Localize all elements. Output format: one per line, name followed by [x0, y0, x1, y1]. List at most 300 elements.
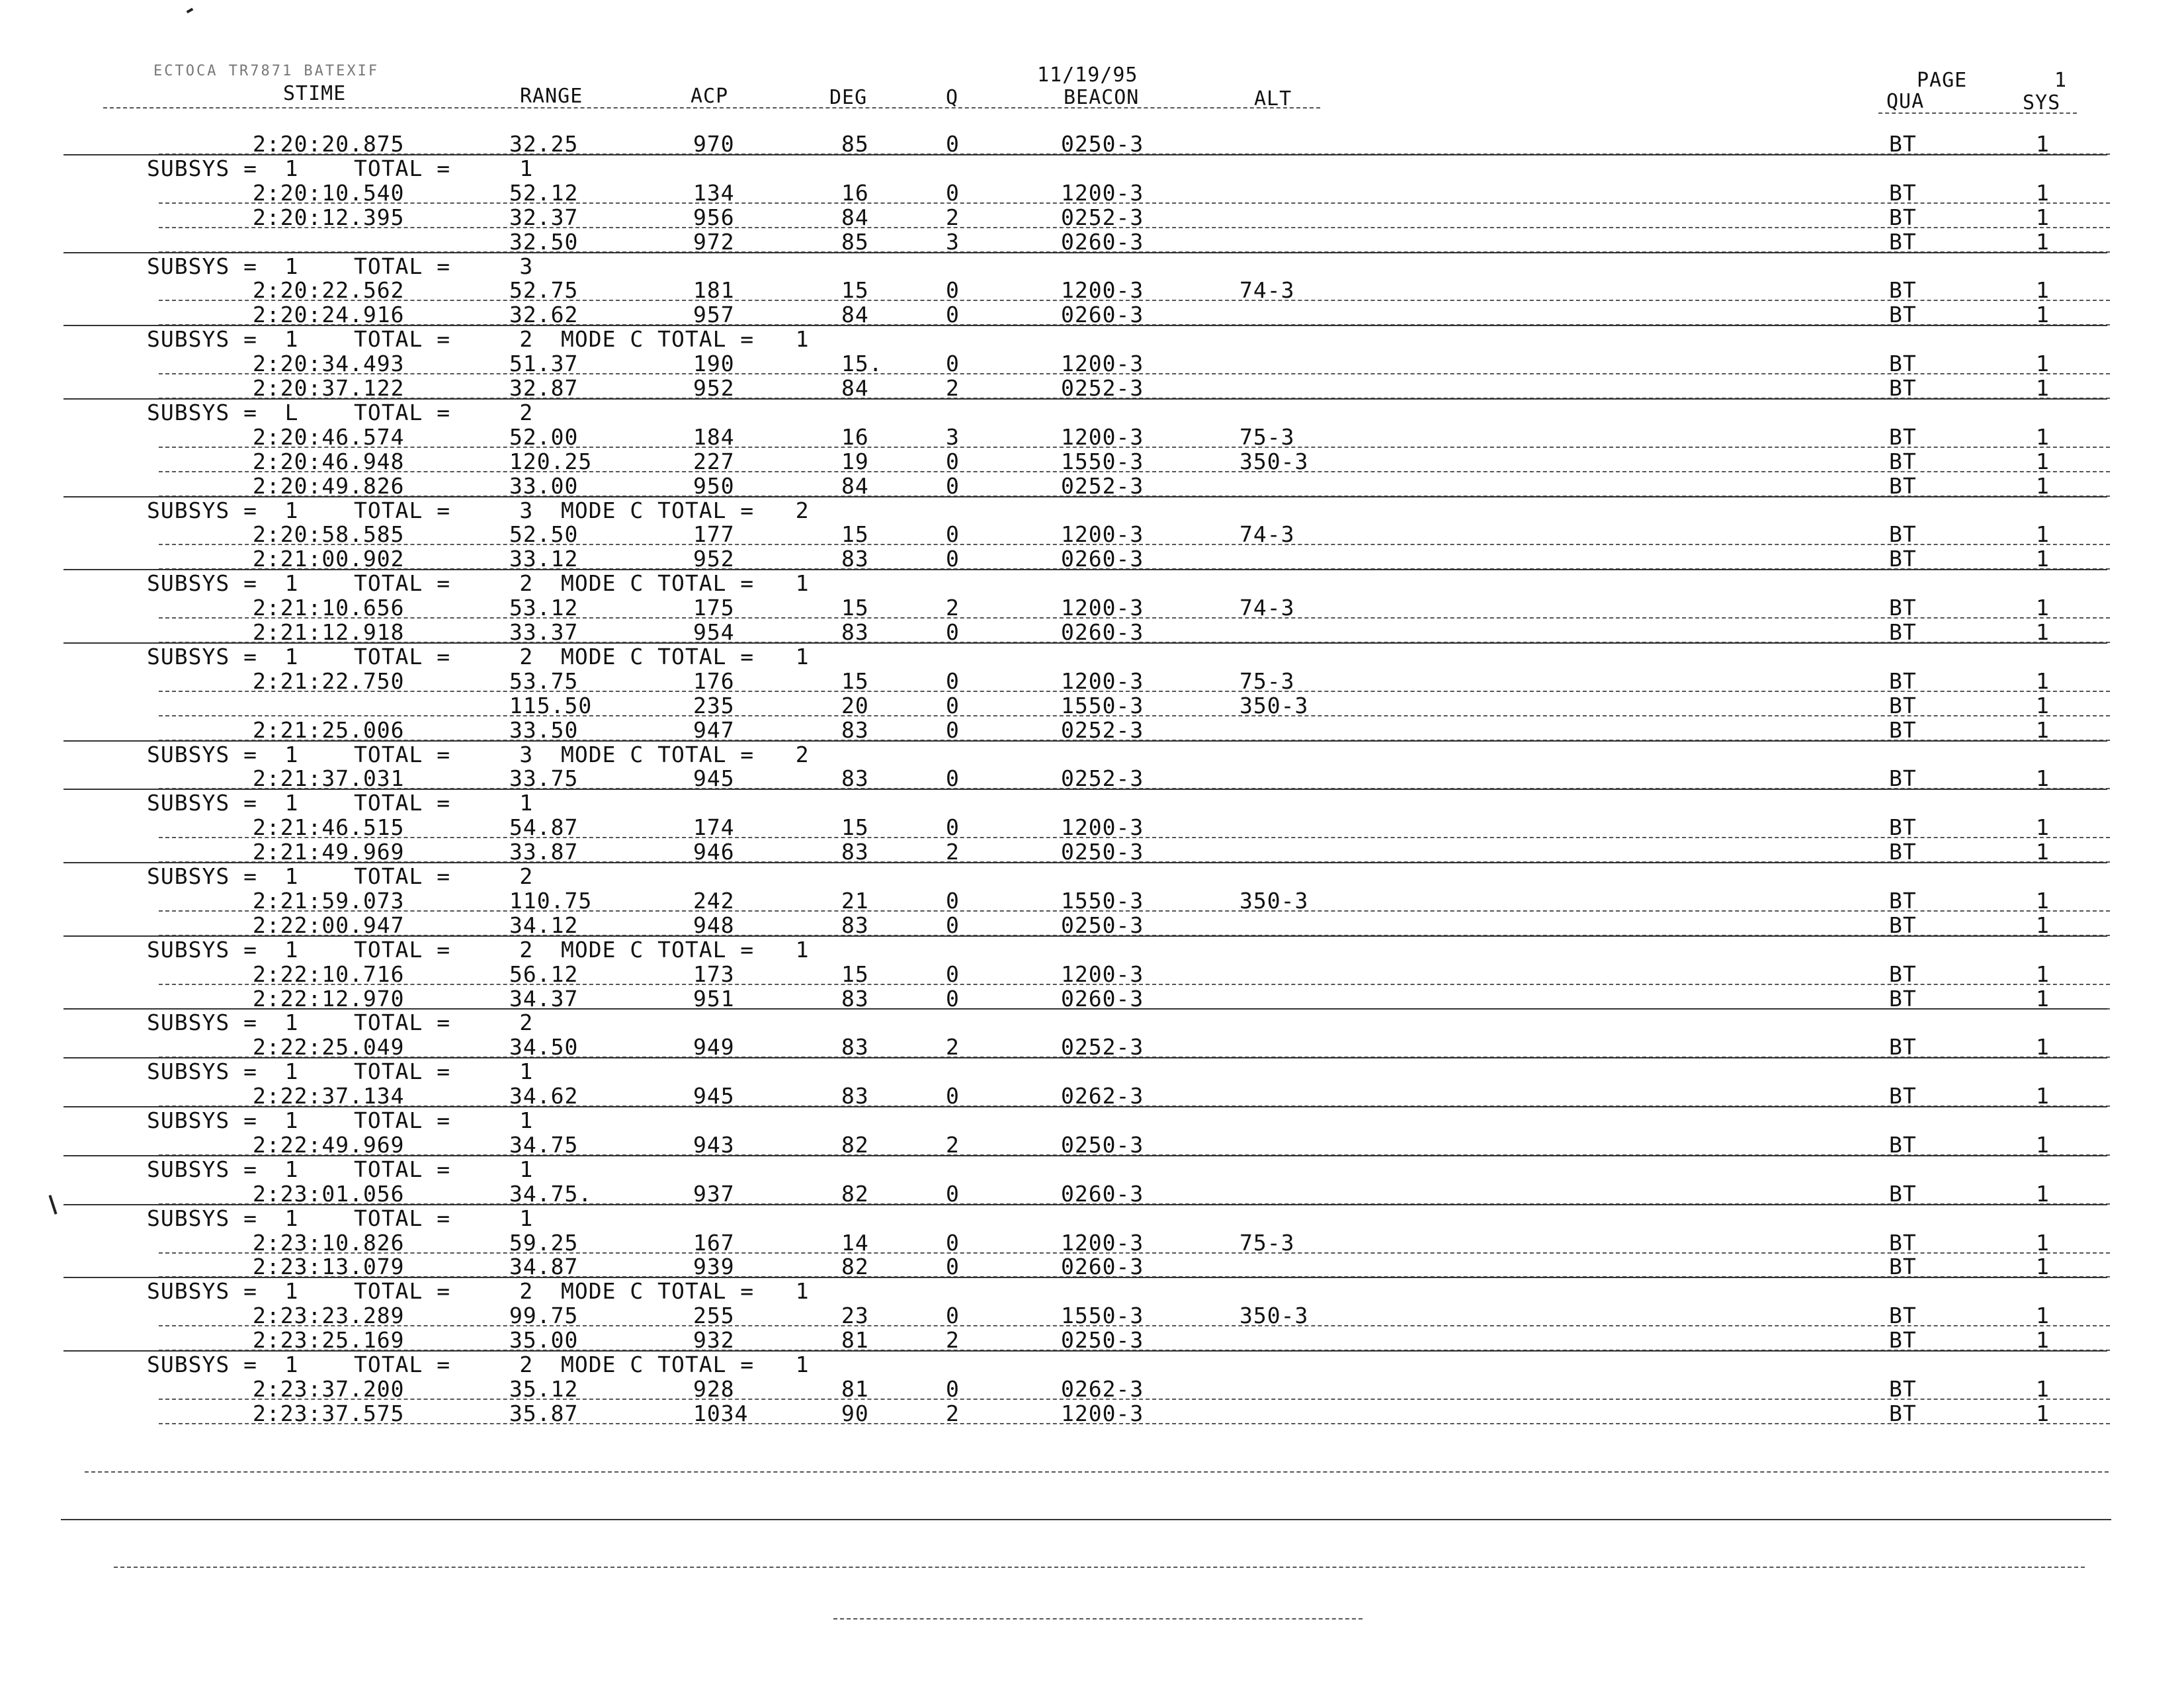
cell-stime: 2:22:10.716 [253, 961, 405, 987]
cell-range: 33.75 [509, 765, 579, 791]
cell-qua: BT [1889, 277, 1917, 303]
cell-deg: 90 [841, 1401, 869, 1426]
subsys-summary-text: SUBSYS = 1 TOTAL = 2 MODE C TOTAL = 1 [147, 1352, 810, 1377]
subsys-summary-text: SUBSYS = 1 TOTAL = 3 MODE C TOTAL = 2 [147, 497, 810, 523]
cell-deg: 15 [841, 277, 869, 303]
row-underline [159, 837, 2110, 838]
cell-q: 2 [946, 204, 960, 230]
cell-range: 51.37 [509, 351, 579, 376]
cell-deg: 83 [841, 546, 869, 572]
cell-q: 0 [946, 1083, 960, 1109]
cell-stime: 2:20:22.562 [253, 277, 405, 303]
cell-range: 110.75 [509, 888, 593, 914]
cell-sys: 1 [2036, 1401, 2050, 1426]
cell-q: 0 [946, 912, 960, 938]
cell-sys: 1 [2036, 961, 2050, 987]
row-rule [63, 325, 2107, 326]
cell-sys: 1 [2036, 668, 2050, 694]
row-underline [159, 910, 2110, 912]
cell-qua: BT [1889, 449, 1917, 474]
row-underline [159, 227, 2110, 228]
cell-deg: 83 [841, 765, 869, 791]
row-rule [63, 154, 2107, 155]
cell-range: 32.87 [509, 375, 579, 401]
faint-header-label: ECTOCA TR7871 BATEXIF [153, 63, 380, 79]
cell-q: 0 [946, 473, 960, 499]
cell-q: 0 [946, 521, 960, 547]
col-header-alt: ALT [1254, 87, 1292, 110]
cell-qua: BT [1889, 1376, 1917, 1402]
cell-alt: 75-3 [1239, 1230, 1295, 1256]
cell-qua: BT [1889, 1230, 1917, 1256]
cell-range: 32.62 [509, 302, 579, 327]
cell-acp: 947 [693, 717, 735, 743]
cell-beacon: 1200-3 [1061, 961, 1144, 987]
cell-acp: 181 [693, 277, 735, 303]
cell-stime: 2:21:22.750 [253, 668, 405, 694]
cell-stime: 2:22:00.947 [253, 912, 405, 938]
cell-qua: BT [1889, 302, 1917, 327]
row-rule [63, 1106, 2107, 1107]
cell-q: 0 [946, 765, 960, 791]
row-rule [63, 1204, 2107, 1205]
col-header-q: Q [946, 86, 959, 109]
header-underline [103, 107, 1320, 108]
cell-q: 2 [946, 1401, 960, 1426]
cell-deg: 83 [841, 717, 869, 743]
cell-acp: 950 [693, 473, 735, 499]
cell-acp: 255 [693, 1303, 735, 1328]
cell-stime: 2:20:46.948 [253, 449, 405, 474]
cell-beacon: 1200-3 [1061, 1401, 1144, 1426]
cell-q: 0 [946, 1181, 960, 1207]
row-rule [63, 1008, 2107, 1010]
cell-beacon: 0260-3 [1061, 302, 1144, 327]
cell-range: 34.75 [509, 1132, 579, 1158]
row-rule [63, 252, 2107, 253]
cell-acp: 949 [693, 1034, 735, 1060]
cell-deg: 21 [841, 888, 869, 914]
row-underline [159, 691, 2110, 692]
row-underline [159, 1399, 2110, 1400]
cell-deg: 15. [841, 351, 883, 376]
cell-q: 0 [946, 619, 960, 645]
cell-range: 33.12 [509, 546, 579, 572]
cell-range: 115.50 [509, 693, 593, 718]
cell-q: 0 [946, 1230, 960, 1256]
cell-qua: BT [1889, 765, 1917, 791]
cell-deg: 82 [841, 1181, 869, 1207]
cell-stime: 2:20:46.574 [253, 424, 405, 450]
cell-qua: BT [1889, 839, 1917, 865]
cell-beacon: 1200-3 [1061, 521, 1144, 547]
cell-qua: BT [1889, 229, 1917, 255]
cell-range: 59.25 [509, 1230, 579, 1256]
cell-beacon: 1200-3 [1061, 1230, 1144, 1256]
cell-q: 3 [946, 424, 960, 450]
cell-acp: 134 [693, 180, 735, 206]
cell-acp: 177 [693, 521, 735, 547]
cell-deg: 84 [841, 473, 869, 499]
subsys-summary-text: SUBSYS = 1 TOTAL = 1 [147, 1156, 534, 1182]
cell-range: 52.12 [509, 180, 579, 206]
cell-qua: BT [1889, 375, 1917, 401]
subsys-summary-text: SUBSYS = 1 TOTAL = 2 [147, 1010, 534, 1035]
row-underline [159, 544, 2110, 545]
cell-sys: 1 [2036, 1376, 2050, 1402]
cell-stime: 2:20:49.826 [253, 473, 405, 499]
cell-qua: BT [1889, 1401, 1917, 1426]
col-header-sys: SYS [2023, 91, 2061, 114]
cell-sys: 1 [2036, 375, 2050, 401]
subsys-summary-text: SUBSYS = L TOTAL = 2 [147, 400, 534, 425]
cell-sys: 1 [2036, 1132, 2050, 1158]
cell-qua: BT [1889, 814, 1917, 840]
cell-qua: BT [1889, 424, 1917, 450]
cell-beacon: 0250-3 [1061, 1327, 1144, 1353]
cell-deg: 83 [841, 619, 869, 645]
cell-acp: 227 [693, 449, 735, 474]
cell-range: 35.12 [509, 1376, 579, 1402]
subsys-summary-text: SUBSYS = 1 TOTAL = 1 [147, 1107, 534, 1133]
cell-deg: 85 [841, 229, 869, 255]
cell-deg: 16 [841, 180, 869, 206]
cell-range: 52.50 [509, 521, 579, 547]
cell-beacon: 0250-3 [1061, 912, 1144, 938]
cell-deg: 84 [841, 375, 869, 401]
cell-stime: 2:21:37.031 [253, 765, 405, 791]
cell-alt: 350-3 [1239, 693, 1309, 718]
cell-deg: 85 [841, 131, 869, 157]
row-rule [63, 935, 2107, 937]
cell-alt: 74-3 [1239, 277, 1295, 303]
cell-q: 0 [946, 1254, 960, 1279]
cell-range: 120.25 [509, 449, 593, 474]
cell-stime: 2:23:10.826 [253, 1230, 405, 1256]
cell-qua: BT [1889, 1083, 1917, 1109]
cell-q: 0 [946, 693, 960, 718]
cell-deg: 15 [841, 961, 869, 987]
cell-deg: 81 [841, 1327, 869, 1353]
cell-range: 32.50 [509, 229, 579, 255]
cell-qua: BT [1889, 546, 1917, 572]
cell-stime: 2:20:10.540 [253, 180, 405, 206]
cell-range: 35.87 [509, 1401, 579, 1426]
subsys-summary-text: SUBSYS = 1 TOTAL = 1 [147, 1058, 534, 1084]
cell-alt: 350-3 [1239, 449, 1309, 474]
row-rule [63, 740, 2107, 742]
cell-deg: 15 [841, 814, 869, 840]
cell-q: 0 [946, 351, 960, 376]
cell-beacon: 0260-3 [1061, 1181, 1144, 1207]
cell-stime: 2:23:23.289 [253, 1303, 405, 1328]
cell-beacon: 0252-3 [1061, 204, 1144, 230]
cell-q: 2 [946, 375, 960, 401]
cell-qua: BT [1889, 1327, 1917, 1353]
cell-acp: 970 [693, 131, 735, 157]
cell-sys: 1 [2036, 839, 2050, 865]
stray-mark [48, 1195, 57, 1215]
cell-stime: 2:23:37.200 [253, 1376, 405, 1402]
cell-acp: 957 [693, 302, 735, 327]
cell-deg: 19 [841, 449, 869, 474]
cell-qua: BT [1889, 717, 1917, 743]
cell-qua: BT [1889, 888, 1917, 914]
page-number: 1 [2054, 69, 2068, 92]
col-header-qua: QUA [1886, 90, 1925, 113]
cell-stime: 2:20:34.493 [253, 351, 405, 376]
cell-beacon: 1550-3 [1061, 1303, 1144, 1328]
cell-stime: 2:21:00.902 [253, 546, 405, 572]
cell-q: 2 [946, 595, 960, 621]
cell-range: 33.87 [509, 839, 579, 865]
cell-qua: BT [1889, 1303, 1917, 1328]
footer-rule-2 [61, 1519, 2111, 1520]
cell-alt: 350-3 [1239, 888, 1309, 914]
cell-qua: BT [1889, 204, 1917, 230]
cell-sys: 1 [2036, 180, 2050, 206]
cell-qua: BT [1889, 1181, 1917, 1207]
cell-range: 33.37 [509, 619, 579, 645]
cell-acp: 945 [693, 765, 735, 791]
cell-acp: 928 [693, 1376, 735, 1402]
cell-alt: 75-3 [1239, 668, 1295, 694]
cell-range: 34.50 [509, 1034, 579, 1060]
row-underline [159, 715, 2110, 716]
footer-rule-1 [85, 1471, 2109, 1473]
page-label: PAGE [1917, 69, 1968, 92]
cell-deg: 83 [841, 1034, 869, 1060]
report-date: 11/19/95 [1037, 64, 1138, 87]
cell-q: 2 [946, 1132, 960, 1158]
cell-deg: 15 [841, 595, 869, 621]
cell-qua: BT [1889, 986, 1917, 1012]
cell-q: 0 [946, 449, 960, 474]
row-rule [63, 1057, 2107, 1058]
cell-sys: 1 [2036, 1254, 2050, 1279]
cell-acp: 943 [693, 1132, 735, 1158]
cell-acp: 945 [693, 1083, 735, 1109]
row-rule [63, 569, 2107, 570]
cell-beacon: 0260-3 [1061, 1254, 1144, 1279]
cell-alt: 350-3 [1239, 1303, 1309, 1328]
cell-qua: BT [1889, 595, 1917, 621]
cell-beacon: 1550-3 [1061, 449, 1144, 474]
cell-deg: 83 [841, 839, 869, 865]
cell-beacon: 1550-3 [1061, 693, 1144, 718]
cell-acp: 954 [693, 619, 735, 645]
cell-deg: 84 [841, 204, 869, 230]
cell-range: 34.12 [509, 912, 579, 938]
cell-deg: 23 [841, 1303, 869, 1328]
cell-stime: 2:21:49.969 [253, 839, 405, 865]
row-underline [159, 1423, 2110, 1424]
row-rule [63, 862, 2107, 863]
cell-acp: 939 [693, 1254, 735, 1279]
cell-sys: 1 [2036, 814, 2050, 840]
cell-q: 0 [946, 277, 960, 303]
cell-acp: 175 [693, 595, 735, 621]
cell-q: 2 [946, 839, 960, 865]
cell-alt: 74-3 [1239, 521, 1295, 547]
cell-sys: 1 [2036, 424, 2050, 450]
cell-q: 0 [946, 814, 960, 840]
row-underline [159, 300, 2110, 301]
row-underline [159, 471, 2110, 472]
cell-range: 34.87 [509, 1254, 579, 1279]
cell-deg: 15 [841, 668, 869, 694]
cell-qua: BT [1889, 473, 1917, 499]
subsys-summary-text: SUBSYS = 1 TOTAL = 3 MODE C TOTAL = 2 [147, 742, 810, 767]
cell-stime: 2:22:49.969 [253, 1132, 405, 1158]
subsys-summary-text: SUBSYS = 1 TOTAL = 1 [147, 155, 534, 181]
row-rule [63, 1155, 2107, 1156]
cell-qua: BT [1889, 131, 1917, 157]
cell-acp: 174 [693, 814, 735, 840]
row-rule [63, 1350, 2107, 1352]
cell-q: 3 [946, 229, 960, 255]
row-underline [159, 1325, 2110, 1326]
cell-sys: 1 [2036, 546, 2050, 572]
row-rule [63, 789, 2107, 790]
cell-stime: 2:20:58.585 [253, 521, 405, 547]
cell-acp: 951 [693, 986, 735, 1012]
cell-deg: 84 [841, 302, 869, 327]
cell-sys: 1 [2036, 986, 2050, 1012]
subsys-summary-text: SUBSYS = 1 TOTAL = 2 MODE C TOTAL = 1 [147, 937, 810, 963]
cell-sys: 1 [2036, 765, 2050, 791]
cell-range: 99.75 [509, 1303, 579, 1328]
cell-beacon: 0252-3 [1061, 473, 1144, 499]
cell-sys: 1 [2036, 131, 2050, 157]
cell-stime: 2:21:25.006 [253, 717, 405, 743]
cell-sys: 1 [2036, 521, 2050, 547]
cell-beacon: 0252-3 [1061, 717, 1144, 743]
cell-sys: 1 [2036, 204, 2050, 230]
cell-beacon: 1200-3 [1061, 180, 1144, 206]
cell-stime: 2:22:37.134 [253, 1083, 405, 1109]
cell-beacon: 1200-3 [1061, 351, 1144, 376]
cell-sys: 1 [2036, 1181, 2050, 1207]
cell-deg: 83 [841, 1083, 869, 1109]
cell-sys: 1 [2036, 1327, 2050, 1353]
cell-beacon: 1200-3 [1061, 277, 1144, 303]
cell-range: 35.00 [509, 1327, 579, 1353]
cell-stime: 2:20:20.875 [253, 131, 405, 157]
cell-range: 33.00 [509, 473, 579, 499]
cell-beacon: 0250-3 [1061, 131, 1144, 157]
cell-sys: 1 [2036, 277, 2050, 303]
subsys-summary-text: SUBSYS = 1 TOTAL = 1 [147, 1205, 534, 1231]
cell-qua: BT [1889, 912, 1917, 938]
cell-beacon: 0260-3 [1061, 229, 1144, 255]
cell-deg: 15 [841, 521, 869, 547]
cell-sys: 1 [2036, 1034, 2050, 1060]
cell-q: 0 [946, 180, 960, 206]
cell-range: 34.37 [509, 986, 579, 1012]
cell-q: 0 [946, 717, 960, 743]
cell-sys: 1 [2036, 449, 2050, 474]
cell-acp: 937 [693, 1181, 735, 1207]
cell-acp: 167 [693, 1230, 735, 1256]
cell-qua: BT [1889, 1034, 1917, 1060]
cell-sys: 1 [2036, 888, 2050, 914]
col-header-range: RANGE [520, 85, 583, 108]
cell-sys: 1 [2036, 595, 2050, 621]
cell-beacon: 0262-3 [1061, 1376, 1144, 1402]
cell-alt: 74-3 [1239, 595, 1295, 621]
cell-qua: BT [1889, 1132, 1917, 1158]
cell-q: 0 [946, 546, 960, 572]
cell-q: 0 [946, 1303, 960, 1328]
cell-q: 0 [946, 986, 960, 1012]
cell-beacon: 0252-3 [1061, 375, 1144, 401]
cell-stime: 2:21:12.918 [253, 619, 405, 645]
cell-beacon: 0252-3 [1061, 765, 1144, 791]
row-rule [63, 1277, 2107, 1278]
cell-deg: 82 [841, 1254, 869, 1279]
cell-qua: BT [1889, 668, 1917, 694]
cell-range: 53.12 [509, 595, 579, 621]
cell-sys: 1 [2036, 912, 2050, 938]
cell-beacon: 1200-3 [1061, 595, 1144, 621]
cell-range: 32.37 [509, 204, 579, 230]
cell-acp: 952 [693, 375, 735, 401]
cell-acp: 956 [693, 204, 735, 230]
cell-q: 2 [946, 1327, 960, 1353]
cell-sys: 1 [2036, 473, 2050, 499]
cell-stime: 2:21:59.073 [253, 888, 405, 914]
cell-acp: 946 [693, 839, 735, 865]
cell-acp: 952 [693, 546, 735, 572]
cell-beacon: 0252-3 [1061, 1034, 1144, 1060]
cell-range: 52.00 [509, 424, 579, 450]
subsys-summary-text: SUBSYS = 1 TOTAL = 1 [147, 790, 534, 816]
cell-deg: 20 [841, 693, 869, 718]
row-underline [159, 447, 2110, 448]
cell-stime: 2:21:10.656 [253, 595, 405, 621]
stray-mark [187, 8, 194, 13]
cell-deg: 16 [841, 424, 869, 450]
cell-acp: 242 [693, 888, 735, 914]
cell-stime: 2:23:01.056 [253, 1181, 405, 1207]
cell-beacon: 1200-3 [1061, 814, 1144, 840]
cell-range: 34.62 [509, 1083, 579, 1109]
cell-sys: 1 [2036, 619, 2050, 645]
cell-acp: 932 [693, 1327, 735, 1353]
subsys-summary-text: SUBSYS = 1 TOTAL = 2 MODE C TOTAL = 1 [147, 644, 810, 669]
cell-acp: 1034 [693, 1401, 749, 1426]
col-header-acp: ACP [691, 85, 729, 108]
cell-range: 34.75. [509, 1181, 593, 1207]
cell-stime: 2:20:24.916 [253, 302, 405, 327]
cell-sys: 1 [2036, 1303, 2050, 1328]
cell-sys: 1 [2036, 302, 2050, 327]
cell-stime: 2:22:12.970 [253, 986, 405, 1012]
subsys-summary-text: SUBSYS = 1 TOTAL = 2 [147, 863, 534, 889]
cell-qua: BT [1889, 961, 1917, 987]
cell-stime: 2:21:46.515 [253, 814, 405, 840]
cell-qua: BT [1889, 521, 1917, 547]
subsys-summary-text: SUBSYS = 1 TOTAL = 2 MODE C TOTAL = 1 [147, 570, 810, 596]
cell-beacon: 0260-3 [1061, 546, 1144, 572]
cell-qua: BT [1889, 180, 1917, 206]
cell-acp: 235 [693, 693, 735, 718]
col-header-beacon: BEACON [1064, 86, 1140, 109]
cell-acp: 948 [693, 912, 735, 938]
row-underline [159, 984, 2110, 985]
cell-stime: 2:20:37.122 [253, 375, 405, 401]
